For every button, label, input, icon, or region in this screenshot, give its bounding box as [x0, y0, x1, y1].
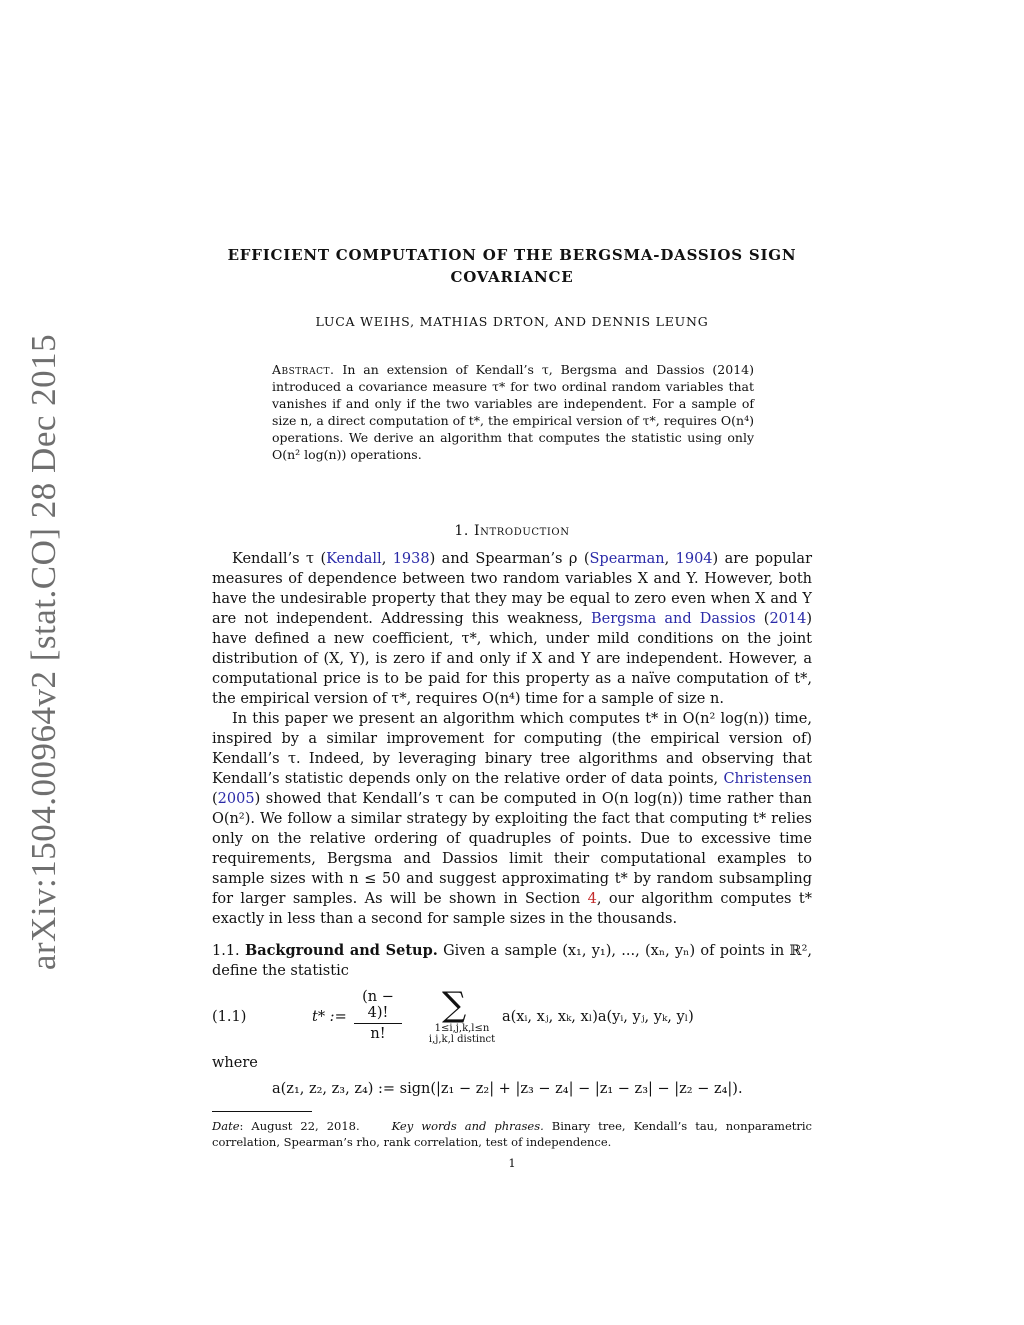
subsection-text: Given a sample (x₁, y₁), ..., (xₙ, yₙ) of points in ℝ², define the statistic — [212, 943, 812, 979]
fraction-numerator: (n − 4)! — [354, 989, 402, 1024]
citation-christensen[interactable]: Christensen — [723, 771, 812, 787]
footnote-rule — [212, 1111, 312, 1112]
abstract-text: In an extension of Kendall’s τ, Bergsma and Dassios (2014) introduced a covariance measure τ* for two ordinal random variables that vanishes if and only if the two variables are independent. For a sample of size n, a direct computation of t*, the empirical version of τ*, requires O(n⁴) operations. We derive an algorithm that computes the statistic using only O(n² log(n)) operations. — [272, 362, 754, 462]
text-run: ( — [212, 791, 218, 807]
text-run: ) showed that Kendall’s τ can be computed in O(n log(n)) time rather than O(n²). We follow a similar strategy by exploiting the fact that computing t* relies only on the relative ordering of quadruples of points. Due to excessive time requirements, Bergsma and Dassios limit their computational examples to sample sizes with n ≤ 50 and suggest approximating t* by random subsampling for larger samples. As will be shown in Section — [212, 791, 812, 907]
citation-spearman[interactable]: Spearman — [589, 551, 665, 567]
abstract-label: Abstract. — [272, 362, 335, 377]
title-line-1: EFFICIENT COMPUTATION OF THE BERGSMA-DASSIOS SIGN — [227, 246, 797, 264]
page-number: 1 — [508, 1156, 516, 1170]
subsection-number: 1.1. — [212, 943, 240, 959]
text-run: ( — [755, 611, 770, 627]
equation-rhs: a(xᵢ, xⱼ, xₖ, xₗ)a(yᵢ, yⱼ, yₖ, yₗ) — [502, 1009, 694, 1025]
section-reference[interactable]: 4 — [587, 891, 597, 907]
text-run: Kendall’s τ ( — [232, 551, 327, 567]
paper-page — [212, 244, 812, 1170]
summation-symbol: ∑ — [442, 985, 467, 1025]
equation-sign-function: a(z₁, z₂, z₃, z₄) := sign(|z₁ − z₂| + |z₃ − z₄| − |z₁ − z₃| − |z₂ − z₄|). — [272, 1081, 743, 1097]
abstract — [272, 361, 754, 463]
section-number: 1. — [454, 523, 469, 539]
section-title: Introduction — [474, 523, 570, 539]
citation-christensen-year[interactable]: 2005 — [217, 791, 255, 807]
subsection-1-1 — [212, 941, 812, 981]
equation-fraction — [354, 989, 402, 1042]
text-run: , our algorithm computes t* exactly in less than a second for sample sizes in the thousands. — [212, 891, 812, 927]
authors: LUCA WEIHS, MATHIAS DRTON, AND DENNIS LEUNG — [315, 314, 709, 329]
section-heading — [212, 523, 812, 539]
title-line-2: COVARIANCE — [450, 268, 574, 286]
summation-subscript — [417, 1023, 507, 1045]
equation-1-1 — [212, 985, 812, 1053]
fraction-denominator: n! — [370, 1026, 386, 1042]
keywords-label: Key words and phrases. — [391, 1119, 544, 1133]
keywords-value: Binary tree, Kendall’s tau, nonparametric correlation, Spearman’s rho, rank correlation, test of independence. — [212, 1119, 813, 1149]
citation-kendall[interactable]: Kendall — [326, 551, 382, 567]
citation-bergsma-dassios-year[interactable]: 2014 — [769, 611, 807, 627]
summation-range: 1≤i,j,k,l≤n — [434, 1023, 490, 1034]
text-run: , — [381, 551, 393, 567]
citation-kendall-year[interactable]: 1938 — [392, 551, 430, 567]
paper-title — [212, 244, 812, 288]
date-label: Date — [212, 1119, 240, 1133]
subsection-title: Background and Setup. — [244, 942, 438, 959]
date-value: : August 22, 2018. — [239, 1119, 360, 1133]
footnote — [212, 1118, 812, 1150]
citation-spearman-year[interactable]: 1904 — [675, 551, 713, 567]
citation-bergsma-dassios[interactable]: Bergsma and Dassios — [591, 611, 756, 627]
equation-lhs: t* := — [312, 1009, 347, 1025]
paragraph-1 — [212, 549, 812, 709]
arxiv-side-stamp: arXiv:1504.00964v2 [stat.CO] 28 Dec 2015 — [24, 333, 63, 971]
equation-label: (1.1) — [212, 1009, 247, 1025]
text-run: ) and Spearman’s ρ ( — [429, 551, 590, 567]
where-label: where — [212, 1055, 258, 1071]
text-run: , — [664, 551, 676, 567]
text-run: ) are popular measures of dependence between two random variables X and Y. However, both have the undesirable property that they may be equal to zero even when X and Y are not independent. Addressing this weakness, — [212, 551, 813, 627]
text-run: ) have defined a new coefficient, τ*, which, under mild conditions on the joint distribution of (X, Y), is zero if and only if X and Y are independent. However, a computational price is to be paid for this property as a naïve computation of t*, the empirical version of τ*, requires O(n⁴) time for a sample of size n. — [212, 611, 813, 707]
summation-condition: i,j,k,l distinct — [428, 1034, 496, 1045]
text-run: In this paper we present an algorithm which computes t* in O(n² log(n)) time, inspired by a similar improvement for computing (the empirical version of) Kendall’s τ. Indeed, by leveraging binary tree algorithms and observing that Kendall’s statistic depends only on the relative order of data points, — [212, 711, 812, 787]
paragraph-2 — [212, 709, 812, 929]
